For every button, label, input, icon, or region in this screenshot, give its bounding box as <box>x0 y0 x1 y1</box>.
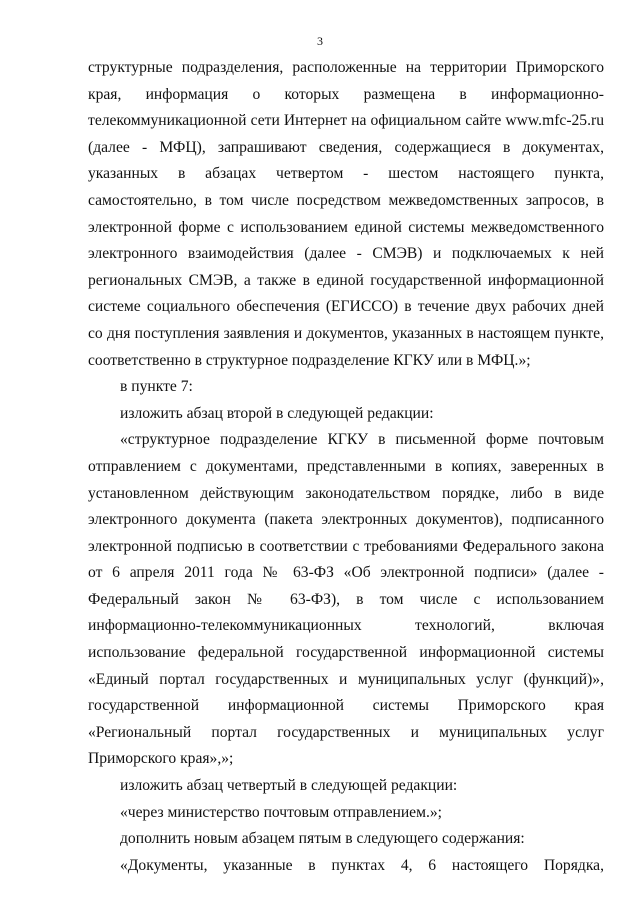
paragraph-point-7: в пункте 7: <box>120 378 193 396</box>
paragraph-continuation: структурные подразделения, расположенные на территории Приморского края, информация о которых размещена в информационно-телекоммуникационной сети Интернет на официальном сайте www.mfc-25.ru (далее - МФЦ), запрашивают сведения, содержащиеся в документах, указанных в абзацах четвертом - шестом настоящего пункта, самостоятельно, в том числе посредством межведомственных запросов, в электронной форме с использованием единой системы межведомственного электронного взаимодействия (далее - СМЭВ) и подключаемых к ней региональных СМЭВ, а также в единой государственной информационной системе социального обеспечения (ЕГИССО) в течение двух рабочих дней со дня поступления заявления и документов, указанных в настоящем пункте, соответственно в структурное подразделение КГКУ или в МФЦ.»; <box>88 59 604 369</box>
paragraph-instruction-fifth: дополнить новым абзацем пятым в следующего содержания: <box>120 830 525 848</box>
paragraph-quoted-second: «структурное подразделение КГКУ в письменной форме почтовым отправлением с документами, представленными в копиях, заверенных в установленном действующим законодательством порядке, либо в виде электронного документа (пакета электронных документов), подписанного электронной подписью в соответствии с требованиями Федерального закона от 6 апреля 2011 года № 63-ФЗ «Об электронной подписи» (далее - Федеральный закон № 63-ФЗ), в том числе с использованием информационно-телекоммуникационных технологий, включая использование федеральной государственной информационной системы «Единый портал государственных и муниципальных услуг (функций)», государственной информационной системы Приморского края «Региональный портал государственных и муниципальных услуг Приморского края»,»; <box>88 431 604 768</box>
paragraph-instruction-second: изложить абзац второй в следующей редакции: <box>120 404 434 422</box>
document-body <box>88 55 604 879</box>
paragraph-quoted-fourth: «через министерство почтовым отправлением.»; <box>120 803 443 821</box>
paragraph-instruction-fourth: изложить абзац четвертый в следующей редакции: <box>120 777 458 795</box>
page-number: 3 <box>317 34 323 48</box>
paragraph-quoted-fifth: «Документы, указанные в пунктах 4, 6 настоящего Порядка, <box>120 856 604 874</box>
